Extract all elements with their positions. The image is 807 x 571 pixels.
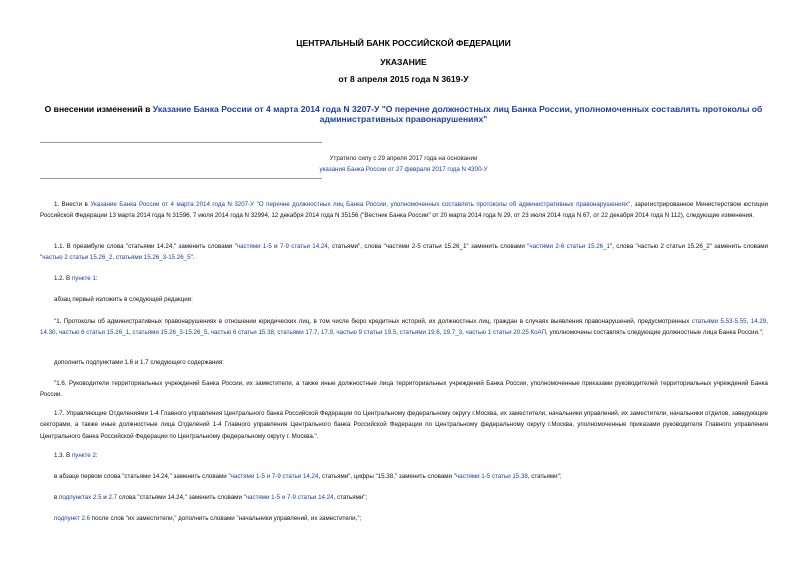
ref-link[interactable]: Указание Банка России от 4 марта 2014 года N 3207-У "О перечне должностных лиц Банка России, уполномоченных составлять протоколы об административных правонарушениях"	[90, 201, 631, 208]
text: "1. Протоколы об административных правонарушениях в отношении юридических лиц, в том числе бюро кредитных историй, их должностных лиц, граждан в случаях выявления правонарушений, предусмотренных	[54, 318, 692, 325]
text: ,	[129, 329, 133, 337]
text: ,	[55, 329, 59, 337]
org-name: ЦЕНТРАЛЬНЫЙ БАНК РОССИЙСКОЙ ФЕДЕРАЦИИ	[296, 38, 511, 48]
ref-link[interactable]: 14.30	[40, 329, 56, 337]
text: , зарегистрированное Министерством юстиции Российской Федерации 13 марта 2014 года N 31596, 7 июля 2014 года N 32994, 12 декабря 2014 года N 35156 ("Вестник Банка России" от 20 марта 2014 года N 29, от 23 июля 2014 года N 67, от 22 декабря 2014 года N 112), следующие изменения.	[40, 201, 768, 220]
text: и	[271, 243, 280, 250]
text: ".	[190, 254, 195, 262]
paragraph-1-1	[40, 241, 768, 264]
paragraph-1-3	[40, 450, 768, 461]
text: в	[54, 494, 60, 501]
text: ,	[746, 318, 751, 325]
ref-link[interactable]: частями 2-6 статьи 15.26_1	[529, 243, 611, 250]
ref-link[interactable]: статьями 17.7	[277, 329, 318, 337]
lost-force-note	[240, 153, 567, 175]
divider-bottom	[40, 178, 322, 179]
text: ,	[439, 329, 444, 337]
text: , статьями";	[527, 473, 562, 480]
ref-link[interactable]: 19.7_3	[443, 329, 463, 337]
ref-link[interactable]: подпунктах 2.5	[59, 494, 102, 501]
text: , статьями";	[333, 494, 368, 501]
ref-link[interactable]: частью 2 статьи 15.26_2	[42, 254, 113, 262]
ref-link[interactable]: частями 1-5 и 7-9 статьи 14.24	[245, 494, 334, 501]
paragraph-1-3-b	[40, 492, 768, 503]
text: ,	[332, 329, 337, 337]
paragraph-abs-first: абзац первый изложить в следующей редакции:	[54, 296, 193, 303]
paragraph-quote-1	[40, 316, 768, 339]
text: и	[101, 494, 109, 501]
ref-link[interactable]: 17.9	[320, 329, 333, 337]
ref-link[interactable]: 7-9 статьи 14.24	[279, 243, 328, 250]
text: 1.1. В преамбуле слова "статьями 14.24," заменить словами "	[54, 243, 237, 250]
text: 1.2. В	[54, 275, 72, 282]
ref-link[interactable]: пункте 1	[71, 275, 96, 282]
text: :	[95, 452, 98, 459]
ref-link[interactable]: статьями 19.6	[399, 329, 440, 337]
ref-link[interactable]: статьями 15.26_3-15.26_5	[115, 254, 191, 262]
text: ,	[317, 329, 321, 337]
ref-link[interactable]: пункте 2	[71, 452, 96, 459]
text: , статьями", слова "частями 2-5 статьи 15.26_1" заменить словами "	[327, 243, 530, 250]
text: ,	[396, 329, 400, 337]
doc-date-number: от 8 апреля 2015 года N 3619-У	[338, 74, 469, 84]
paragraph-add: дополнить подпунктами 1.6 и 1.7 следующего содержания:	[54, 359, 224, 366]
ref-link[interactable]: статьями 5.53-5.55	[691, 318, 747, 325]
paragraph-1-6: "1.6. Руководители территориальных учреждений Банка России, их заместители, а также иные должностные лица территориальных учреждений Банка России, уполномоченные приказами руководителей территориальных учреждений Банка России.	[40, 380, 768, 399]
divider-top	[40, 142, 322, 143]
text: ,	[462, 329, 466, 337]
paragraph-1-2	[40, 273, 768, 284]
text: 1.3. В	[54, 452, 72, 459]
doc-title	[40, 104, 767, 124]
lost-force-link[interactable]: указания Банка России от 27 февраля 2017 года N 4300-У	[319, 166, 488, 173]
text: , уполномочены составлять следующие должностные лица Банка России.";	[546, 329, 764, 337]
paragraph-1	[40, 199, 768, 222]
text: ", слова "частью 2 статьи 15.26_2" заменить словами "	[40, 243, 769, 262]
text: слова "статьями 14.24," заменить словами "	[117, 494, 246, 501]
text: ,	[112, 254, 116, 262]
ref-link[interactable]: частью 6 статьи 15.38	[210, 329, 274, 337]
text: в абзаце первом слова "статьями 14.24," заменить словами "	[54, 473, 231, 480]
ref-link[interactable]: частью 6 статьи 15.26_1	[58, 329, 130, 337]
ref-link[interactable]: частью 9 статьи 19.5	[336, 329, 397, 337]
text: ,	[207, 329, 211, 337]
title-link[interactable]: Указание Банка России от 4 марта 2014 года N 3207-У "О перечне должностных лиц Банка России, уполномоченных составлять протоколы об административных правонарушениях"	[152, 104, 763, 124]
text: ,	[273, 329, 278, 337]
paragraph-1-3-a	[40, 471, 768, 482]
text: после слов "их заместители," дополнить словами "начальники управлений, их заместители,";	[90, 515, 362, 522]
text: ,	[766, 318, 768, 325]
text: :	[95, 275, 98, 282]
ref-link[interactable]: частями 1-5 и 7-9 статьи 14.24	[230, 473, 319, 480]
paragraph-1-7: 1.7. Управляющие Отделениями 1-4 Главного управления Центрального банка Российской Федерации по Центральному федеральному округу г.Москва, их заместители, начальники управлений, их заместители, начальники отделов, заведующие секторами, а также иные должностные лица Отделений 1-4 Главного управления Центрального банка Российской Федерации по Центральному федеральному округу г.Москва, уполномоченные приказами руководителя Главного управления Центрального банка Российской Федерации по Центральному федеральному округу г. Москва.".	[40, 410, 768, 440]
ref-link[interactable]: частями 1-5	[236, 243, 272, 250]
ref-link[interactable]: 14.29	[750, 318, 767, 325]
text: , статьями", цифры "15.38," заменить словами "	[318, 473, 456, 480]
paragraph-1-3-c	[40, 513, 768, 524]
ref-link[interactable]: частью 1 статьи 20.25 КоАП	[465, 329, 547, 337]
text: 1. Внести в	[54, 201, 91, 208]
title-prefix: О внесении изменений в	[44, 104, 153, 114]
ref-link[interactable]: 2.7	[108, 494, 118, 501]
ref-link[interactable]: частями 1-5 статьи 15.38	[455, 473, 528, 480]
doc-type: УКАЗАНИЕ	[380, 57, 427, 67]
ref-link[interactable]: подпункт 2.6	[54, 515, 91, 522]
ref-link[interactable]: статьями 15.26_3-15.26_5	[132, 329, 208, 337]
lost-force-text: Утратило силу с 29 апреля 2017 года на основании	[329, 155, 478, 162]
